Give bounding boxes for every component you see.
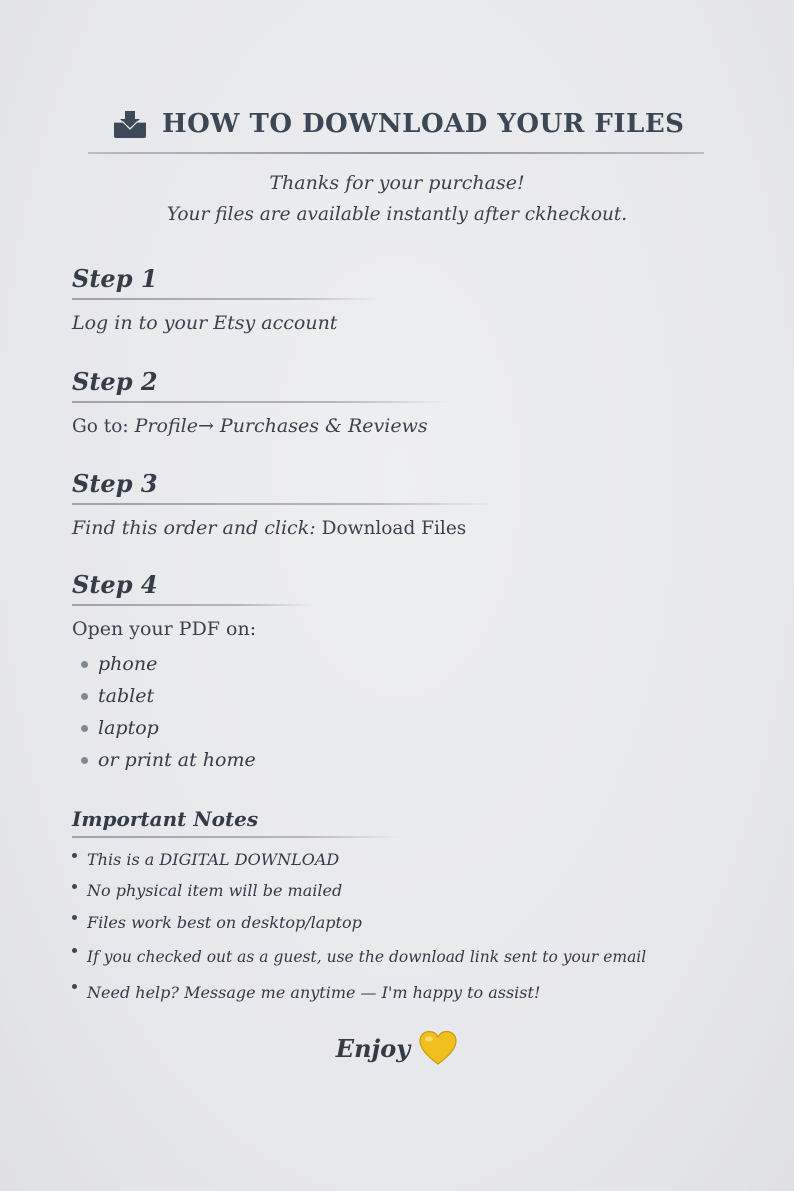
step-3 [72,469,496,539]
bullet-icon [72,884,77,889]
bullet-icon [81,757,88,764]
header [88,100,704,154]
list-item [72,680,312,712]
footer [0,1030,794,1066]
step-3-text-main: Download Files [321,518,467,539]
note-text: This is a DIGITAL DOWNLOAD [87,850,340,869]
intro [0,168,794,230]
list-item [72,875,772,906]
bullet-icon [72,948,77,953]
note-text: If you checked out as a guest, use the download link sent to your email [87,948,647,966]
device-list [72,648,312,776]
page-title: HOW TO DOWNLOAD YOUR FILES [162,109,685,139]
step-2 [72,367,448,437]
step-2-divider [72,401,448,403]
step-4-text: Open your PDF on: [72,618,257,640]
list-item [72,844,772,875]
list-item [72,744,312,776]
bullet-icon [72,984,77,989]
bullet-icon [72,853,77,858]
title-row [112,104,684,144]
step-1-divider [72,298,378,300]
list-item-label: or print at home [98,749,256,771]
list-item-label: phone [98,653,158,675]
yellow-heart-icon [418,1030,458,1066]
intro-line-1: Thanks for your purchase! [269,172,525,194]
step-2-text-prefix: Go to: [72,416,129,437]
note-text: No physical item will be mailed [87,881,343,900]
note-text: Need help? Message me anytime — I'm happy to assist! [87,983,541,1002]
notes-heading: Important Notes [72,807,259,831]
step-3-divider [72,503,496,505]
list-item [72,939,772,975]
step-3-text-prefix: Find this order and click: [72,517,316,539]
notes-divider [72,836,400,838]
list-item [72,712,312,744]
step-4 [72,570,312,776]
step-2-heading: Step 2 [72,367,158,396]
notes-list [72,844,772,1011]
list-item [72,975,772,1011]
step-2-text [72,415,448,437]
bullet-icon [81,725,88,732]
bullet-icon [81,661,88,668]
list-item [72,906,772,939]
download-tray-icon [112,109,148,139]
step-4-heading: Step 4 [72,570,158,599]
enjoy-text: Enjoy [335,1033,411,1063]
step-2-text-main: Profile→ Purchases & Reviews [134,415,428,437]
list-item-label: laptop [98,717,159,739]
step-3-heading: Step 3 [72,469,158,498]
list-item-label: tablet [98,685,155,707]
bullet-icon [81,693,88,700]
note-text: Files work best on desktop/laptop [87,913,362,932]
step-3-text [72,517,496,539]
step-1-heading: Step 1 [72,264,158,293]
step-1 [72,264,378,334]
intro-line-2: Your files are available instantly after ckheckout. [166,204,628,225]
list-item [72,648,312,680]
bullet-icon [72,915,77,920]
step-4-divider [72,604,312,606]
important-notes [72,804,772,1011]
title-divider [88,152,704,154]
step-1-text: Log in to your Etsy account [72,312,338,334]
